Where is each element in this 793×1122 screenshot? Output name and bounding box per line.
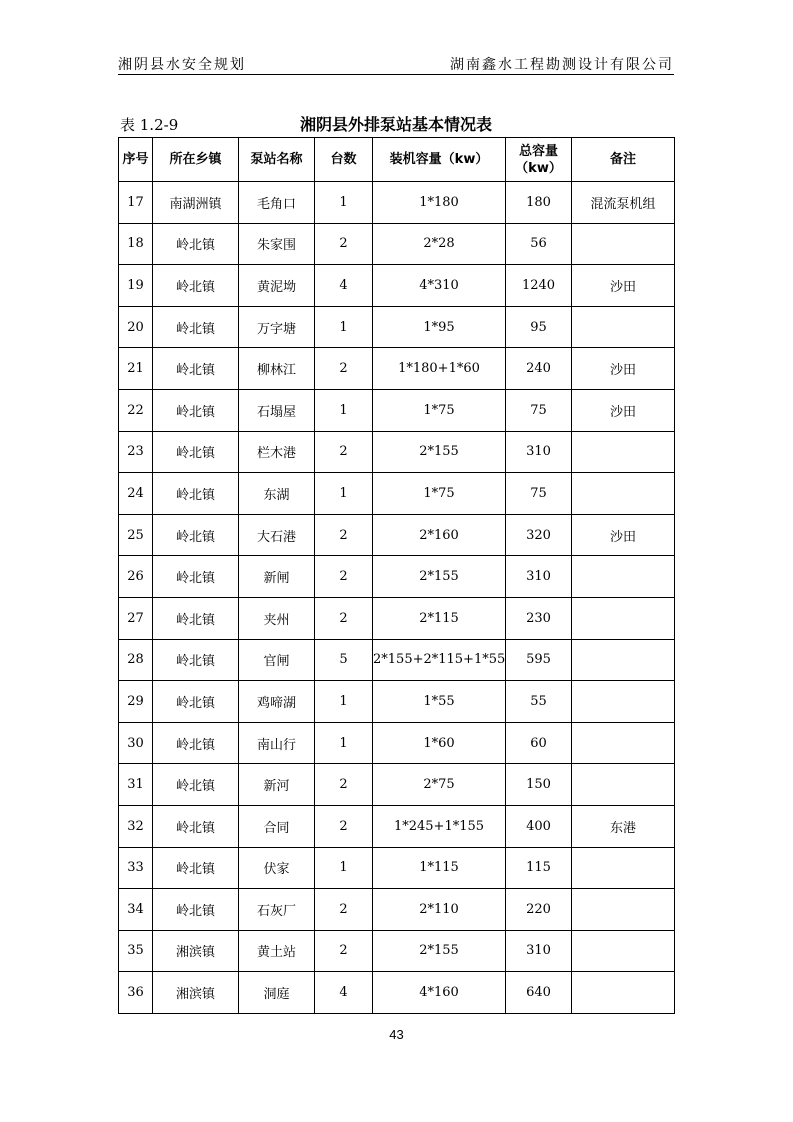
cell-station-name: 栏木港 [239, 431, 315, 473]
cell-installed-capacity: 1*75 [373, 473, 506, 515]
table-row [119, 889, 675, 931]
header-company-name: 湖南鑫水工程勘测设计有限公司 [450, 57, 674, 73]
cell-township: 岭北镇 [153, 889, 239, 931]
cell-installed-capacity: 2*155 [373, 556, 506, 598]
cell-installed-capacity: 2*110 [373, 889, 506, 931]
cell-installed-capacity: 2*115 [373, 597, 506, 639]
table-row [119, 348, 675, 390]
cell-installed-capacity: 1*95 [373, 306, 506, 348]
cell-index: 33 [119, 847, 153, 889]
table-number: 表 1.2-9 [120, 116, 179, 134]
cell-index: 25 [119, 514, 153, 556]
table-row [119, 556, 675, 598]
cell-township: 岭北镇 [153, 389, 239, 431]
cell-index: 20 [119, 306, 153, 348]
cell-total-capacity: 400 [506, 805, 572, 847]
cell-remarks: 沙田 [572, 389, 675, 431]
cell-station-name: 洞庭 [239, 972, 315, 1014]
cell-remarks [572, 681, 675, 723]
cell-installed-capacity: 2*75 [373, 764, 506, 806]
col-header-total-capacity: 总容量 （kw） [506, 138, 572, 182]
cell-township: 岭北镇 [153, 847, 239, 889]
col-header-installed-capacity: 装机容量（kw） [373, 138, 506, 182]
cell-total-capacity: 75 [506, 473, 572, 515]
cell-total-capacity: 310 [506, 431, 572, 473]
cell-unit-count: 2 [315, 805, 373, 847]
page-header [118, 52, 674, 75]
table-row [119, 639, 675, 681]
cell-township: 岭北镇 [153, 639, 239, 681]
cell-station-name: 万字塘 [239, 306, 315, 348]
cell-index: 24 [119, 473, 153, 515]
cell-township: 岭北镇 [153, 556, 239, 598]
cell-station-name: 黄泥坳 [239, 265, 315, 307]
cell-remarks [572, 847, 675, 889]
cell-township: 岭北镇 [153, 722, 239, 764]
cell-township: 岭北镇 [153, 805, 239, 847]
col-header-remarks: 备注 [572, 138, 675, 182]
col-header-unit-count: 台数 [315, 138, 373, 182]
cell-index: 26 [119, 556, 153, 598]
cell-installed-capacity: 2*155+2*115+1*55 [373, 639, 506, 681]
cell-remarks: 混流泵机组 [572, 182, 675, 224]
cell-township: 岭北镇 [153, 514, 239, 556]
cell-installed-capacity: 2*155 [373, 431, 506, 473]
col-header-index: 序号 [119, 138, 153, 182]
cell-remarks [572, 639, 675, 681]
cell-total-capacity: 150 [506, 764, 572, 806]
col-header-township: 所在乡镇 [153, 138, 239, 182]
cell-index: 35 [119, 930, 153, 972]
cell-station-name: 夹州 [239, 597, 315, 639]
cell-total-capacity: 240 [506, 348, 572, 390]
table-row [119, 473, 675, 515]
cell-unit-count: 1 [315, 182, 373, 224]
cell-unit-count: 2 [315, 514, 373, 556]
cell-total-capacity: 595 [506, 639, 572, 681]
cell-unit-count: 2 [315, 930, 373, 972]
cell-total-capacity: 220 [506, 889, 572, 931]
table-header-row [119, 138, 675, 182]
cell-unit-count: 4 [315, 972, 373, 1014]
cell-township: 岭北镇 [153, 306, 239, 348]
table-row [119, 930, 675, 972]
cell-remarks [572, 722, 675, 764]
table-row [119, 306, 675, 348]
cell-index: 19 [119, 265, 153, 307]
cell-index: 36 [119, 972, 153, 1014]
table-row [119, 514, 675, 556]
cell-station-name: 合同 [239, 805, 315, 847]
cell-unit-count: 1 [315, 847, 373, 889]
table-title: 湘阴县外排泵站基本情况表 [299, 115, 492, 134]
cell-total-capacity: 640 [506, 972, 572, 1014]
cell-station-name: 新河 [239, 764, 315, 806]
cell-station-name: 南山行 [239, 722, 315, 764]
cell-installed-capacity: 1*115 [373, 847, 506, 889]
cell-remarks [572, 431, 675, 473]
cell-installed-capacity: 1*245+1*155 [373, 805, 506, 847]
cell-installed-capacity: 1*55 [373, 681, 506, 723]
cell-installed-capacity: 2*28 [373, 223, 506, 265]
cell-township: 岭北镇 [153, 473, 239, 515]
cell-index: 22 [119, 389, 153, 431]
cell-total-capacity: 75 [506, 389, 572, 431]
cell-township: 岭北镇 [153, 223, 239, 265]
cell-unit-count: 1 [315, 389, 373, 431]
table-row [119, 389, 675, 431]
cell-index: 27 [119, 597, 153, 639]
cell-total-capacity: 310 [506, 556, 572, 598]
cell-index: 23 [119, 431, 153, 473]
pump-station-table [118, 137, 675, 1014]
cell-index: 18 [119, 223, 153, 265]
cell-remarks [572, 597, 675, 639]
cell-unit-count: 2 [315, 764, 373, 806]
cell-installed-capacity: 4*160 [373, 972, 506, 1014]
cell-station-name: 东湖 [239, 473, 315, 515]
cell-unit-count: 2 [315, 556, 373, 598]
cell-remarks [572, 473, 675, 515]
table-row [119, 431, 675, 473]
cell-unit-count: 2 [315, 597, 373, 639]
table-row [119, 182, 675, 224]
cell-total-capacity: 180 [506, 182, 572, 224]
cell-remarks [572, 972, 675, 1014]
table-row [119, 722, 675, 764]
cell-township: 湘滨镇 [153, 972, 239, 1014]
cell-station-name: 石塌屋 [239, 389, 315, 431]
cell-total-capacity: 60 [506, 722, 572, 764]
cell-installed-capacity: 2*160 [373, 514, 506, 556]
cell-station-name: 官闸 [239, 639, 315, 681]
cell-township: 岭北镇 [153, 431, 239, 473]
cell-township: 岭北镇 [153, 265, 239, 307]
cell-index: 17 [119, 182, 153, 224]
cell-remarks: 沙田 [572, 348, 675, 390]
table-row [119, 681, 675, 723]
cell-station-name: 黄土站 [239, 930, 315, 972]
cell-index: 30 [119, 722, 153, 764]
cell-index: 31 [119, 764, 153, 806]
cell-index: 32 [119, 805, 153, 847]
table-caption [118, 112, 674, 136]
cell-township: 南湖洲镇 [153, 182, 239, 224]
cell-station-name: 大石港 [239, 514, 315, 556]
cell-index: 29 [119, 681, 153, 723]
cell-unit-count: 1 [315, 473, 373, 515]
table-row [119, 223, 675, 265]
table-row [119, 265, 675, 307]
cell-unit-count: 4 [315, 265, 373, 307]
cell-installed-capacity: 1*180+1*60 [373, 348, 506, 390]
cell-installed-capacity: 4*310 [373, 265, 506, 307]
cell-total-capacity: 115 [506, 847, 572, 889]
col-header-station-name: 泵站名称 [239, 138, 315, 182]
cell-remarks [572, 556, 675, 598]
cell-total-capacity: 320 [506, 514, 572, 556]
cell-station-name: 柳林江 [239, 348, 315, 390]
cell-unit-count: 2 [315, 348, 373, 390]
cell-unit-count: 5 [315, 639, 373, 681]
cell-total-capacity: 230 [506, 597, 572, 639]
cell-unit-count: 2 [315, 889, 373, 931]
cell-installed-capacity: 1*75 [373, 389, 506, 431]
cell-remarks: 沙田 [572, 514, 675, 556]
cell-remarks [572, 930, 675, 972]
cell-total-capacity: 55 [506, 681, 572, 723]
cell-unit-count: 2 [315, 431, 373, 473]
header-document-title: 湘阴县水安全规划 [118, 57, 246, 73]
cell-total-capacity: 95 [506, 306, 572, 348]
cell-installed-capacity: 2*155 [373, 930, 506, 972]
cell-station-name: 毛角口 [239, 182, 315, 224]
table-body [119, 182, 675, 1014]
cell-station-name: 新闸 [239, 556, 315, 598]
cell-township: 岭北镇 [153, 764, 239, 806]
cell-township: 岭北镇 [153, 348, 239, 390]
table-row [119, 597, 675, 639]
cell-unit-count: 1 [315, 681, 373, 723]
table-row [119, 805, 675, 847]
cell-installed-capacity: 1*180 [373, 182, 506, 224]
cell-remarks [572, 764, 675, 806]
table-row [119, 764, 675, 806]
cell-station-name: 石灰厂 [239, 889, 315, 931]
table-row [119, 972, 675, 1014]
cell-installed-capacity: 1*60 [373, 722, 506, 764]
cell-total-capacity: 1240 [506, 265, 572, 307]
cell-remarks [572, 223, 675, 265]
cell-remarks [572, 306, 675, 348]
page-number: 43 [389, 1027, 404, 1042]
cell-remarks [572, 889, 675, 931]
cell-index: 34 [119, 889, 153, 931]
cell-unit-count: 1 [315, 722, 373, 764]
cell-township: 岭北镇 [153, 681, 239, 723]
cell-index: 21 [119, 348, 153, 390]
cell-remarks: 沙田 [572, 265, 675, 307]
cell-remarks: 东港 [572, 805, 675, 847]
cell-unit-count: 1 [315, 306, 373, 348]
cell-township: 岭北镇 [153, 597, 239, 639]
cell-total-capacity: 56 [506, 223, 572, 265]
cell-unit-count: 2 [315, 223, 373, 265]
cell-total-capacity: 310 [506, 930, 572, 972]
table-row [119, 847, 675, 889]
cell-station-name: 伏家 [239, 847, 315, 889]
cell-station-name: 朱家围 [239, 223, 315, 265]
cell-station-name: 鸡啼湖 [239, 681, 315, 723]
cell-index: 28 [119, 639, 153, 681]
cell-township: 湘滨镇 [153, 930, 239, 972]
